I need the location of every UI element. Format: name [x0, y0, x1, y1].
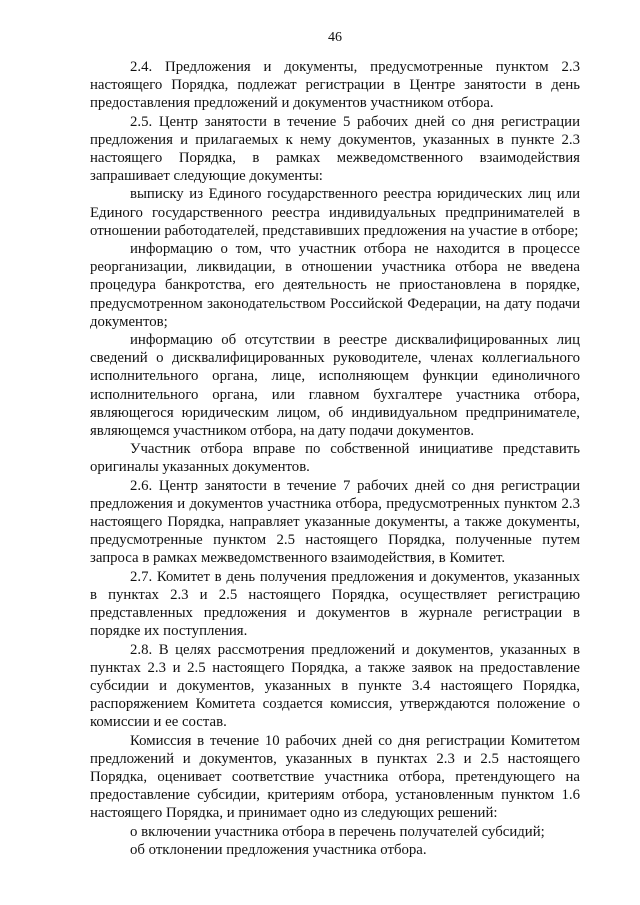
paragraph-commission: Комиссия в течение 10 рабочих дней со дня регистрации Комитетом предложений и документов, указанных в пунктах 2.3 и 2.5 настоящего Порядка, оценивает соответствие участника отбора, претендующего на предоставление субсидии, критериям отбора, установленным пунктом 1.6 настоящего Порядка, и принимает одно из следующих решений:	[90, 732, 580, 822]
document-body	[90, 58, 580, 859]
decision-reject: об отклонении предложения участника отбора.	[130, 841, 427, 858]
list-item-disqualification-info: информацию об отсутствии в реестре дисквалифицированных лиц сведений о дисквалифицированных руководителе, членах коллегиального исполнительного органа, лице, исполняющем функции единоличного исполнительного органа, или главном бухгалтере участника отбора, являющегося юридическим лицом, об индивидуальном предпринимателе, являющемся участником отбора, на дату подачи документов.	[90, 332, 580, 440]
paragraph-2-6: 2.6. Центр занятости в течение 7 рабочих дней со дня регистрации предложения и документов участника отбора, предусмотренных пунктом 2.3 настоящего Порядка, направляет указанные документы, а также документы, предусмотренные пунктом 2.5 настоящего Порядка, полученные путем запроса в рамках межведомственного взаимодействия, в Комитет.	[90, 477, 580, 567]
paragraph-own-initiative: Участник отбора вправе по собственной инициативе представить оригиналы указанных документов.	[90, 441, 580, 476]
list-item-reorganization-info: информацию о том, что участник отбора не находится в процессе реорганизации, ликвидации, в отношении участника отбора не введена процедура банкротства, его деятельность не приостановлена в порядке, предусмотренном законодательством Российской Федерации, на дату подачи документов;	[90, 241, 580, 330]
decision-include: о включении участника отбора в перечень получателей субсидий;	[130, 823, 545, 840]
list-item-egrul-extract: выписку из Единого государственного реестра юридических лиц или Единого государственного реестра индивидуальных предпринимателей в отношении работодателей, представивших предложения на участие в отборе;	[90, 186, 580, 239]
paragraph-2-5: 2.5. Центр занятости в течение 5 рабочих дней со дня регистрации предложения и прилагаемых к нему документов, указанных в пункте 2.3 настоящего Порядка, в рамках межведомственного взаимодействия запрашивает следующие документы:	[90, 113, 580, 185]
paragraph-2-8: 2.8. В целях рассмотрения предложений и документов, указанных в пунктах 2.3 и 2.5 настоящего Порядка, а также заявок на предоставление субсидии и документов, указанных в пункте 3.4 настоящего Порядка, распоряжением Комитета создается комиссия, утверждаются положение о комиссии и ее состав.	[90, 641, 580, 731]
paragraph-2-4: 2.4. Предложения и документы, предусмотренные пунктом 2.3 настоящего Порядка, подлежат регистрации в Центре занятости в день предоставления предложений и документов участником отбора.	[90, 59, 580, 112]
page-number: 46	[328, 30, 342, 45]
paragraph-2-7: 2.7. Комитет в день получения предложения и документов, указанных в пунктах 2.3 и 2.5 настоящего Порядка, осуществляет регистрацию представленных предложения и документов в журнале регистрации в порядке их поступления.	[90, 568, 580, 640]
